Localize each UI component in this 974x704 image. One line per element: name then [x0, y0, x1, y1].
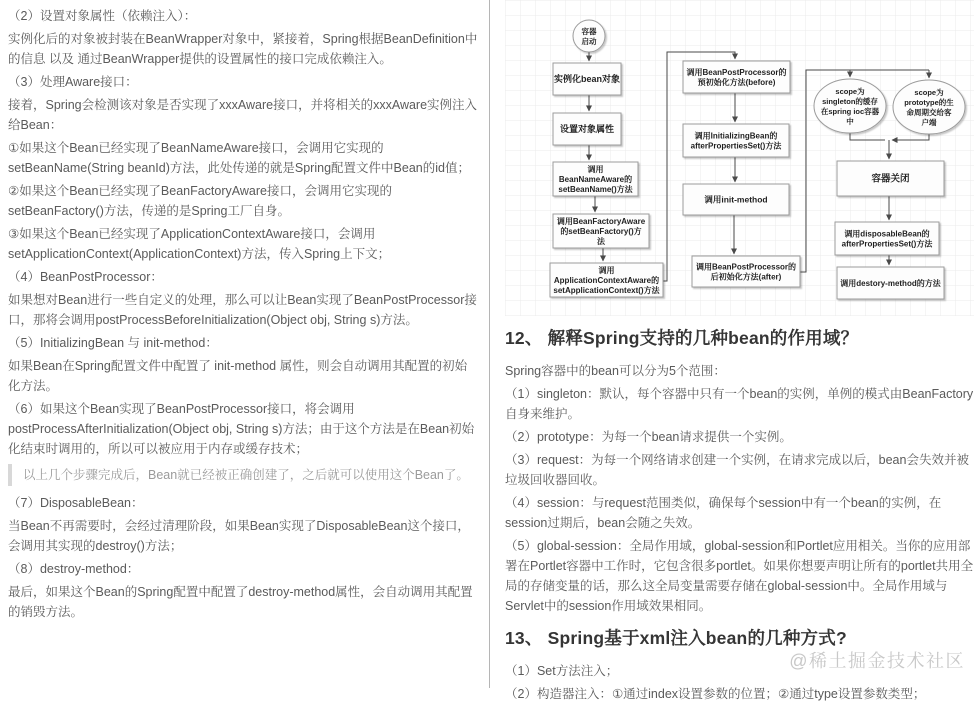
paragraph: 如果Bean在Spring配置文件中配置了 init-method 属性，则会自动调用其配置的初始化方法。	[8, 359, 468, 393]
flow-node-label-m2: 调用InitializingBean的 afterPropertiesSet()方法	[690, 131, 782, 150]
paragraph: （2）prototype：为每一个bean请求提供一个实例。	[505, 430, 792, 444]
paragraph: （2）构造器注入：①通过index设置参数的位置；②通过type设置参数类型；	[505, 687, 926, 701]
paragraph: （6）如果这个Bean实现了BeanPostProcessor接口，将会调用postProcessAfterInitialization(Object obj, String s)方法；由于这个方法是在Bean初始化结束时调用的，所以可以被应用于内存或缓存技术；	[8, 402, 475, 456]
left-column	[8, 6, 479, 625]
paragraph: （3）处理Aware接口：	[8, 75, 138, 89]
paragraph: （3）request：为每一个网络请求创建一个实例，在请求完成以后，bean会失效并被垃圾回收器回收。	[505, 453, 969, 487]
flow-node-label-n4: 调用BeanFactoryAware 的setBeanFactory()方法	[556, 216, 646, 246]
paragraph: 接着，Spring会检测该对象是否实现了xxxAware接口，并将相关的xxxAware实例注入给Bean：	[8, 98, 478, 132]
flow-node-label-r2: 调用disposableBean的 afterPropertiesSet()方法	[841, 229, 933, 248]
paragraph: （4）BeanPostProcessor：	[8, 270, 163, 284]
section-heading-13: 13、 Spring基于xml注入bean的几种方式?	[505, 628, 847, 648]
flow-node-label-n3: 调用 BeanNameAware的 setBeanName()方法	[558, 164, 633, 194]
paragraph: （5）global-session：全局作用域，global-session和Portlet应用相关。当你的应用部署在Portlet容器中工作时，它包含很多portlet。如果你想要声明让所有的portlet共用全局的存储变量的话，那么这全局变量需要存储在global-session中。全局作用域与Servlet中的session作用域效果相同。	[505, 539, 974, 613]
paragraph: （1）Set方法注入；	[505, 664, 619, 678]
flow-node-label-n1: 实例化bean对象	[553, 74, 621, 84]
paragraph: 实例化后的对象被封装在BeanWrapper对象中，紧接着，Spring根据BeanDefinition中的信息 以及 通过BeanWrapper提供的设置属性的接口完成依赖注入。	[8, 32, 478, 66]
paragraph: （4）session：与request范围类似，确保每个session中有一个bean的实例，在session过期后，bean会随之失效。	[505, 496, 942, 530]
right-column	[505, 0, 974, 701]
flow-node-label-r3: 调用destory-method的方法	[840, 278, 941, 288]
paragraph: （7）DisposableBean：	[8, 496, 144, 510]
paragraph: （8）destroy-method：	[8, 562, 140, 576]
watermark: @稀土掘金技术社区	[789, 651, 965, 671]
blockquote: 以上几个步骤完成后，Bean就已经被正确创建了，之后就可以使用这个Bean了。	[8, 464, 479, 486]
flow-node-label-n5: 调用 ApplicationContextAware的 setApplicationContext()方法	[553, 265, 660, 295]
flow-node-label-e2: scope为 prototype的生命周期交给客户端	[904, 87, 954, 127]
column-divider	[489, 0, 490, 688]
paragraph: （1）singleton：默认，每个容器中只有一个bean的实例，单例的模式由BeanFactory自身来维护。	[505, 387, 974, 421]
paragraph: 当Bean不再需要时，会经过清理阶段，如果Bean实现了DisposableBean这个接口，会调用其实现的destroy()方法；	[8, 519, 470, 553]
paragraph: 最后，如果这个Bean的Spring配置中配置了destroy-method属性，会自动调用其配置的销毁方法。	[8, 585, 473, 619]
paragraph: ②如果这个Bean已经实现了BeanFactoryAware接口，会调用它实现的setBeanFactory()方法，传递的是Spring工厂自身。	[8, 184, 392, 218]
bean-lifecycle-flowchart	[505, 0, 974, 316]
flow-node-label-r1: 容器关闭	[871, 173, 910, 184]
flow-node-label-m4: 调用BeanPostProcessor的后初始化方法(after)	[695, 262, 797, 281]
paragraph: ③如果这个Bean已经实现了ApplicationContextAware接口，会调用setApplicationContext(ApplicationContext)方法，传入Spring上下文；	[8, 227, 391, 261]
flow-node-label-start: 容器启动	[581, 26, 597, 46]
flow-node-label-n2: 设置对象属性	[559, 124, 615, 134]
flow-node-label-m1: 调用BeanPostProcessor的预初始化方法(before)	[686, 67, 787, 87]
paragraph: ①如果这个Bean已经实现了BeanNameAware接口，会调用它实现的setBeanName(String beanId)方法，此处传递的就是Spring配置文件中Bean的id值；	[8, 141, 470, 175]
paragraph: （5）InitializingBean 与 init-method：	[8, 336, 218, 350]
flow-node-label-e1: scope为 singleton的缓存在spring ioc容器中	[820, 86, 880, 126]
flow-node-label-m3: 调用init-method	[704, 194, 768, 205]
paragraph: 如果想对Bean进行一些自定义的处理，那么可以让Bean实现了BeanPostProcessor接口，那将会调用postProcessBeforeInitialization(Object obj, String s)方法。	[8, 293, 477, 327]
section-heading-12: 12、 解释Spring支持的几种bean的作用域？	[505, 328, 859, 348]
paragraph: Spring容器中的bean可以分为5个范围：	[505, 364, 726, 378]
paragraph: （2）设置对象属性（依赖注入）：	[8, 9, 197, 23]
